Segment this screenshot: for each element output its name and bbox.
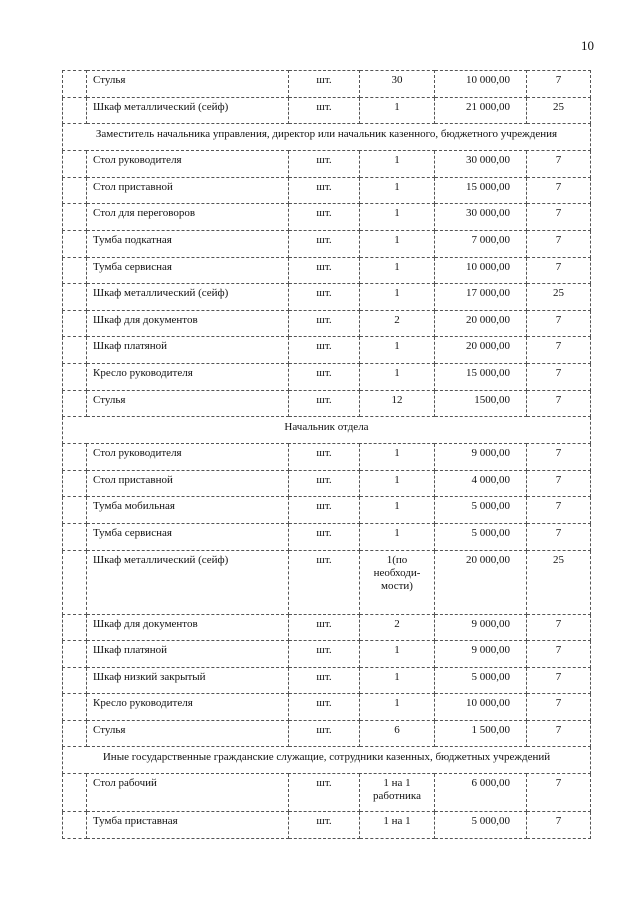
table-row <box>63 812 591 839</box>
quantity-cell: 1 <box>360 497 435 524</box>
unit-cell: шт. <box>289 230 360 257</box>
quantity-cell: 1 <box>360 444 435 471</box>
table-row <box>63 497 591 524</box>
unit-cell: шт. <box>289 470 360 497</box>
price-cell: 5 000,00 <box>435 497 527 524</box>
table-row <box>63 257 591 284</box>
service-life-cell: 7 <box>527 204 591 231</box>
price-cell: 30 000,00 <box>435 204 527 231</box>
quantity-cell: 2 <box>360 614 435 641</box>
item-name-cell: Стол приставной <box>87 470 289 497</box>
quantity-cell: 1 <box>360 284 435 311</box>
quantity-cell: 1 <box>360 337 435 364</box>
page-number: 10 <box>581 38 594 53</box>
service-life-cell: 7 <box>527 444 591 471</box>
row-index-cell <box>63 523 87 550</box>
price-cell: 20 000,00 <box>435 310 527 337</box>
item-name-cell: Стулья <box>87 720 289 747</box>
row-index-cell <box>63 470 87 497</box>
table-row <box>63 444 591 471</box>
item-name-cell: Шкаф платяной <box>87 641 289 668</box>
unit-cell: шт. <box>289 444 360 471</box>
section-title: Заместитель начальника управления, директор или начальник казенного, бюджетного учреждения <box>63 124 591 151</box>
table-row <box>63 204 591 231</box>
table-row <box>63 310 591 337</box>
price-cell: 9 000,00 <box>435 641 527 668</box>
item-name-cell: Шкаф для документов <box>87 614 289 641</box>
price-cell: 30 000,00 <box>435 151 527 178</box>
service-life-cell: 7 <box>527 614 591 641</box>
unit-cell: шт. <box>289 667 360 694</box>
price-cell: 21 000,00 <box>435 97 527 124</box>
service-life-cell: 7 <box>527 694 591 721</box>
row-index-cell <box>63 812 87 839</box>
row-index-cell <box>63 720 87 747</box>
unit-cell: шт. <box>289 337 360 364</box>
service-life-cell: 25 <box>527 97 591 124</box>
row-index-cell <box>63 550 87 614</box>
item-name-cell: Кресло руководителя <box>87 694 289 721</box>
quantity-cell: 1 на 1 <box>360 812 435 839</box>
price-cell: 15 000,00 <box>435 177 527 204</box>
unit-cell: шт. <box>289 310 360 337</box>
section-header-row <box>63 124 591 151</box>
item-name-cell: Стол рабочий <box>87 774 289 812</box>
row-index-cell <box>63 177 87 204</box>
item-name-cell: Шкаф низкий закрытый <box>87 667 289 694</box>
quantity-cell: 1 <box>360 667 435 694</box>
row-index-cell <box>63 337 87 364</box>
quantity-cell: 1 <box>360 97 435 124</box>
item-name-cell: Тумба приставная <box>87 812 289 839</box>
table-row <box>63 694 591 721</box>
service-life-cell: 7 <box>527 497 591 524</box>
table-row <box>63 230 591 257</box>
price-cell: 10 000,00 <box>435 257 527 284</box>
item-name-cell: Тумба сервисная <box>87 257 289 284</box>
table-row <box>63 284 591 311</box>
item-name-cell: Тумба сервисная <box>87 523 289 550</box>
unit-cell: шт. <box>289 97 360 124</box>
service-life-cell: 7 <box>527 230 591 257</box>
price-cell: 7 000,00 <box>435 230 527 257</box>
item-name-cell: Шкаф металлический (сейф) <box>87 97 289 124</box>
row-index-cell <box>63 614 87 641</box>
price-cell: 9 000,00 <box>435 444 527 471</box>
price-cell: 1500,00 <box>435 390 527 417</box>
price-cell: 5 000,00 <box>435 812 527 839</box>
row-index-cell <box>63 284 87 311</box>
price-cell: 6 000,00 <box>435 774 527 812</box>
quantity-cell: 1 <box>360 230 435 257</box>
unit-cell: шт. <box>289 177 360 204</box>
section-header-row <box>63 747 591 774</box>
service-life-cell: 7 <box>527 390 591 417</box>
price-cell: 17 000,00 <box>435 284 527 311</box>
quantity-cell: 1 <box>360 257 435 284</box>
unit-cell: шт. <box>289 614 360 641</box>
row-index-cell <box>63 667 87 694</box>
section-title: Иные государственные гражданские служащие, сотрудники казенных, бюджетных учреждений <box>63 747 591 774</box>
item-name-cell: Стол руководителя <box>87 151 289 178</box>
item-name-cell: Шкаф металлический (сейф) <box>87 550 289 614</box>
table-row <box>63 71 591 98</box>
table-row <box>63 337 591 364</box>
quantity-cell: 30 <box>360 71 435 98</box>
price-cell: 9 000,00 <box>435 614 527 641</box>
unit-cell: шт. <box>289 550 360 614</box>
unit-cell: шт. <box>289 774 360 812</box>
row-index-cell <box>63 444 87 471</box>
quantity-cell: 2 <box>360 310 435 337</box>
table-row <box>63 523 591 550</box>
service-life-cell: 7 <box>527 812 591 839</box>
quantity-cell: 1 <box>360 177 435 204</box>
price-cell: 10 000,00 <box>435 71 527 98</box>
quantity-cell: 1 <box>360 363 435 390</box>
row-index-cell <box>63 310 87 337</box>
quantity-cell: 6 <box>360 720 435 747</box>
unit-cell: шт. <box>289 151 360 178</box>
furniture-norms-table <box>62 70 591 839</box>
unit-cell: шт. <box>289 204 360 231</box>
price-cell: 15 000,00 <box>435 363 527 390</box>
price-cell: 1 500,00 <box>435 720 527 747</box>
price-cell: 20 000,00 <box>435 550 527 614</box>
item-name-cell: Кресло руководителя <box>87 363 289 390</box>
price-cell: 5 000,00 <box>435 523 527 550</box>
table-row <box>63 390 591 417</box>
price-cell: 20 000,00 <box>435 337 527 364</box>
item-name-cell: Стол приставной <box>87 177 289 204</box>
row-index-cell <box>63 257 87 284</box>
item-name-cell: Тумба подкатная <box>87 230 289 257</box>
table-row <box>63 151 591 178</box>
service-life-cell: 25 <box>527 284 591 311</box>
service-life-cell: 7 <box>527 641 591 668</box>
quantity-cell: 1(по необходи- мости) <box>360 550 435 614</box>
row-index-cell <box>63 204 87 231</box>
service-life-cell: 7 <box>527 363 591 390</box>
service-life-cell: 7 <box>527 337 591 364</box>
service-life-cell: 7 <box>527 720 591 747</box>
price-cell: 5 000,00 <box>435 667 527 694</box>
quantity-cell: 12 <box>360 390 435 417</box>
unit-cell: шт. <box>289 390 360 417</box>
quantity-cell: 1 <box>360 523 435 550</box>
item-name-cell: Шкаф металлический (сейф) <box>87 284 289 311</box>
service-life-cell: 7 <box>527 667 591 694</box>
row-index-cell <box>63 774 87 812</box>
price-cell: 10 000,00 <box>435 694 527 721</box>
unit-cell: шт. <box>289 497 360 524</box>
service-life-cell: 7 <box>527 151 591 178</box>
item-name-cell: Шкаф для документов <box>87 310 289 337</box>
row-index-cell <box>63 151 87 178</box>
price-cell: 4 000,00 <box>435 470 527 497</box>
row-index-cell <box>63 497 87 524</box>
unit-cell: шт. <box>289 694 360 721</box>
item-name-cell: Стулья <box>87 71 289 98</box>
table-row <box>63 774 591 812</box>
service-life-cell: 7 <box>527 71 591 98</box>
table-row <box>63 641 591 668</box>
section-header-row <box>63 417 591 444</box>
quantity-cell: 1 <box>360 204 435 231</box>
table-row <box>63 97 591 124</box>
table-row <box>63 720 591 747</box>
row-index-cell <box>63 390 87 417</box>
service-life-cell: 7 <box>527 470 591 497</box>
quantity-cell: 1 <box>360 151 435 178</box>
item-name-cell: Стол руководителя <box>87 444 289 471</box>
service-life-cell: 7 <box>527 310 591 337</box>
quantity-cell: 1 на 1 работника <box>360 774 435 812</box>
row-index-cell <box>63 230 87 257</box>
item-name-cell: Шкаф платяной <box>87 337 289 364</box>
row-index-cell <box>63 97 87 124</box>
row-index-cell <box>63 694 87 721</box>
unit-cell: шт. <box>289 284 360 311</box>
item-name-cell: Стулья <box>87 390 289 417</box>
table-row <box>63 177 591 204</box>
item-name-cell: Стол для переговоров <box>87 204 289 231</box>
section-title: Начальник отдела <box>63 417 591 444</box>
service-life-cell: 7 <box>527 523 591 550</box>
unit-cell: шт. <box>289 720 360 747</box>
row-index-cell <box>63 363 87 390</box>
row-index-cell <box>63 71 87 98</box>
table-row <box>63 614 591 641</box>
row-index-cell <box>63 641 87 668</box>
quantity-cell: 1 <box>360 641 435 668</box>
service-life-cell: 25 <box>527 550 591 614</box>
unit-cell: шт. <box>289 71 360 98</box>
unit-cell: шт. <box>289 363 360 390</box>
quantity-cell: 1 <box>360 694 435 721</box>
service-life-cell: 7 <box>527 177 591 204</box>
unit-cell: шт. <box>289 641 360 668</box>
unit-cell: шт. <box>289 523 360 550</box>
service-life-cell: 7 <box>527 257 591 284</box>
table-row <box>63 470 591 497</box>
unit-cell: шт. <box>289 257 360 284</box>
table-row <box>63 550 591 614</box>
item-name-cell: Тумба мобильная <box>87 497 289 524</box>
table-row <box>63 363 591 390</box>
unit-cell: шт. <box>289 812 360 839</box>
table-row <box>63 667 591 694</box>
quantity-cell: 1 <box>360 470 435 497</box>
service-life-cell: 7 <box>527 774 591 812</box>
